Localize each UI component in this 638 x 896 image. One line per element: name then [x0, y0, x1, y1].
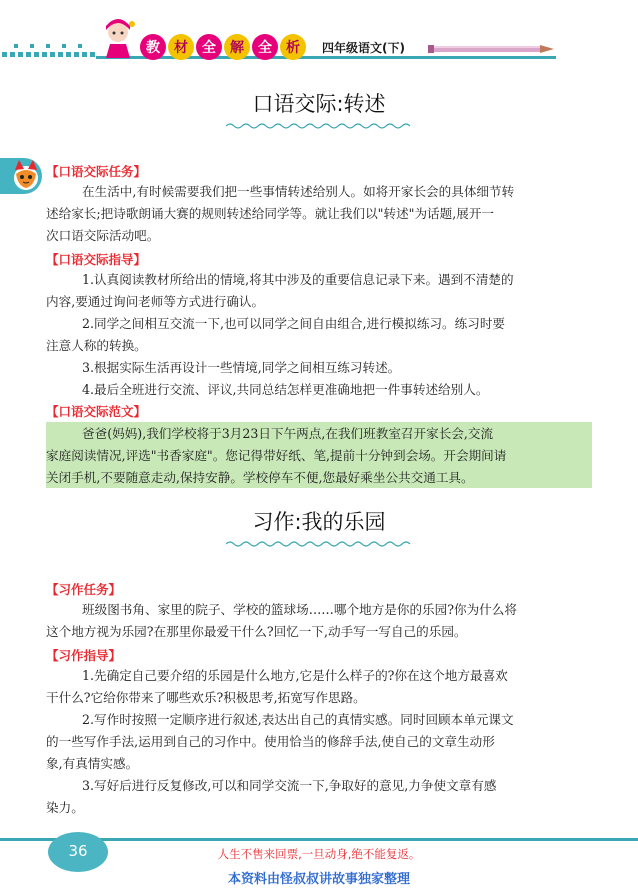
paragraph — [46, 665, 592, 819]
section-label: 【口语交际范文】 — [46, 404, 147, 419]
series-title-char: 教 — [140, 34, 166, 60]
paragraph — [46, 181, 592, 247]
text-line: 2.写作时按照一定顺序进行叙述,表达出自己的真情实感。同时回顾本单元课文 — [82, 712, 514, 727]
text-line: 2.同学之间相互交流一下,也可以同学之间自由组合,进行模拟练习。练习时要 — [82, 316, 506, 331]
paragraph — [46, 269, 592, 401]
text-line: 这个地方视为乐园?在那里你最爱干什么?回忆一下,动手写一写自己的乐园。 — [46, 624, 467, 639]
text-line: 4.最后全班进行交流、评议,共同总结怎样更准确地把一件事转述给别人。 — [82, 382, 489, 397]
page-header — [0, 0, 638, 68]
text-line: 家庭阅读情况,评选"书香家庭"。您记得带好纸、笔,提前十分钟到会场。开会期间请 — [46, 448, 507, 463]
section-title-my-paradise: 习作:我的乐园 — [252, 510, 386, 534]
fox-mascot-icon — [8, 158, 44, 194]
text-line: 述给家长;把诗歌朗诵大赛的规则转述给同学等。就让我们以"转述"为话题,展开一 — [46, 206, 495, 221]
text-line: 注意人称的转换。 — [46, 338, 147, 353]
sample-paragraph — [46, 423, 592, 489]
section-label: 【口语交际任务】 — [46, 164, 147, 179]
text-line: 内容,要通过询问老师等方式进行确认。 — [46, 294, 265, 309]
mascot-girl-icon — [96, 16, 140, 60]
grade-label: 四年级语文(下) — [322, 41, 405, 55]
pencil-icon — [428, 36, 558, 58]
footer-credit: 本资料由怪叔叔讲故事独家整理 — [227, 872, 410, 887]
text-line: 3.根据实际生活再设计一些情境,同学之间相互练习转述。 — [82, 360, 401, 375]
text-line: 3.写好后进行反复修改,可以和同学交流一下,争取好的意见,力争使文章有感 — [82, 778, 497, 793]
title-wave-divider — [226, 122, 412, 130]
text-line: 关闭手机,不要随意走动,保持安静。学校停车不便,您最好乘坐公共交通工具。 — [46, 470, 474, 485]
section-title-retelling: 口语交际:转述 — [252, 92, 386, 116]
series-title-char: 解 — [224, 34, 250, 60]
text-line: 次口语交际活动吧。 — [46, 228, 160, 243]
section-label: 【习作任务】 — [46, 582, 122, 597]
text-line: 的一些写作手法,运用到自己的习作中。使用恰当的修辞手法,使自己的文章生动形 — [46, 734, 495, 749]
series-title-char: 全 — [252, 34, 278, 60]
text-line: 干什么?它给你带来了哪些欢乐?积极思考,拓宽写作思路。 — [46, 690, 366, 705]
section-label: 【口语交际指导】 — [46, 252, 147, 267]
series-title-char: 材 — [168, 34, 194, 60]
text-line: 染力。 — [46, 800, 84, 815]
paragraph — [46, 599, 592, 643]
series-title — [140, 34, 306, 60]
text-line: 1.先确定自己要介绍的乐园是什么地方,它是什么样子的?你在这个地方最喜欢 — [82, 668, 508, 683]
title-wave-divider — [226, 540, 412, 548]
text-line: 在生活中,有时候需要我们把一些事情转述给别人。如将开家长会的具体细节转 — [82, 184, 515, 199]
series-title-char: 析 — [280, 34, 306, 60]
text-line: 象,有真情实感。 — [46, 756, 139, 771]
series-title-char: 全 — [196, 34, 222, 60]
page-number: 36 — [68, 842, 88, 860]
section-label: 【习作指导】 — [46, 648, 122, 663]
footer-motto: 人生不售来回票,一旦动身,绝不能复返。 — [217, 847, 421, 861]
text-line: 爸爸(妈妈),我们学校将于3月23日下午两点,在我们班教室召开家长会,交流 — [82, 426, 494, 441]
text-line: 班级图书角、家里的院子、学校的篮球场……哪个地方是你的乐园?你为什么将 — [82, 602, 517, 617]
text-line: 1.认真阅读教材所给出的情境,将其中涉及的重要信息记录下来。遇到不清楚的 — [82, 272, 514, 287]
